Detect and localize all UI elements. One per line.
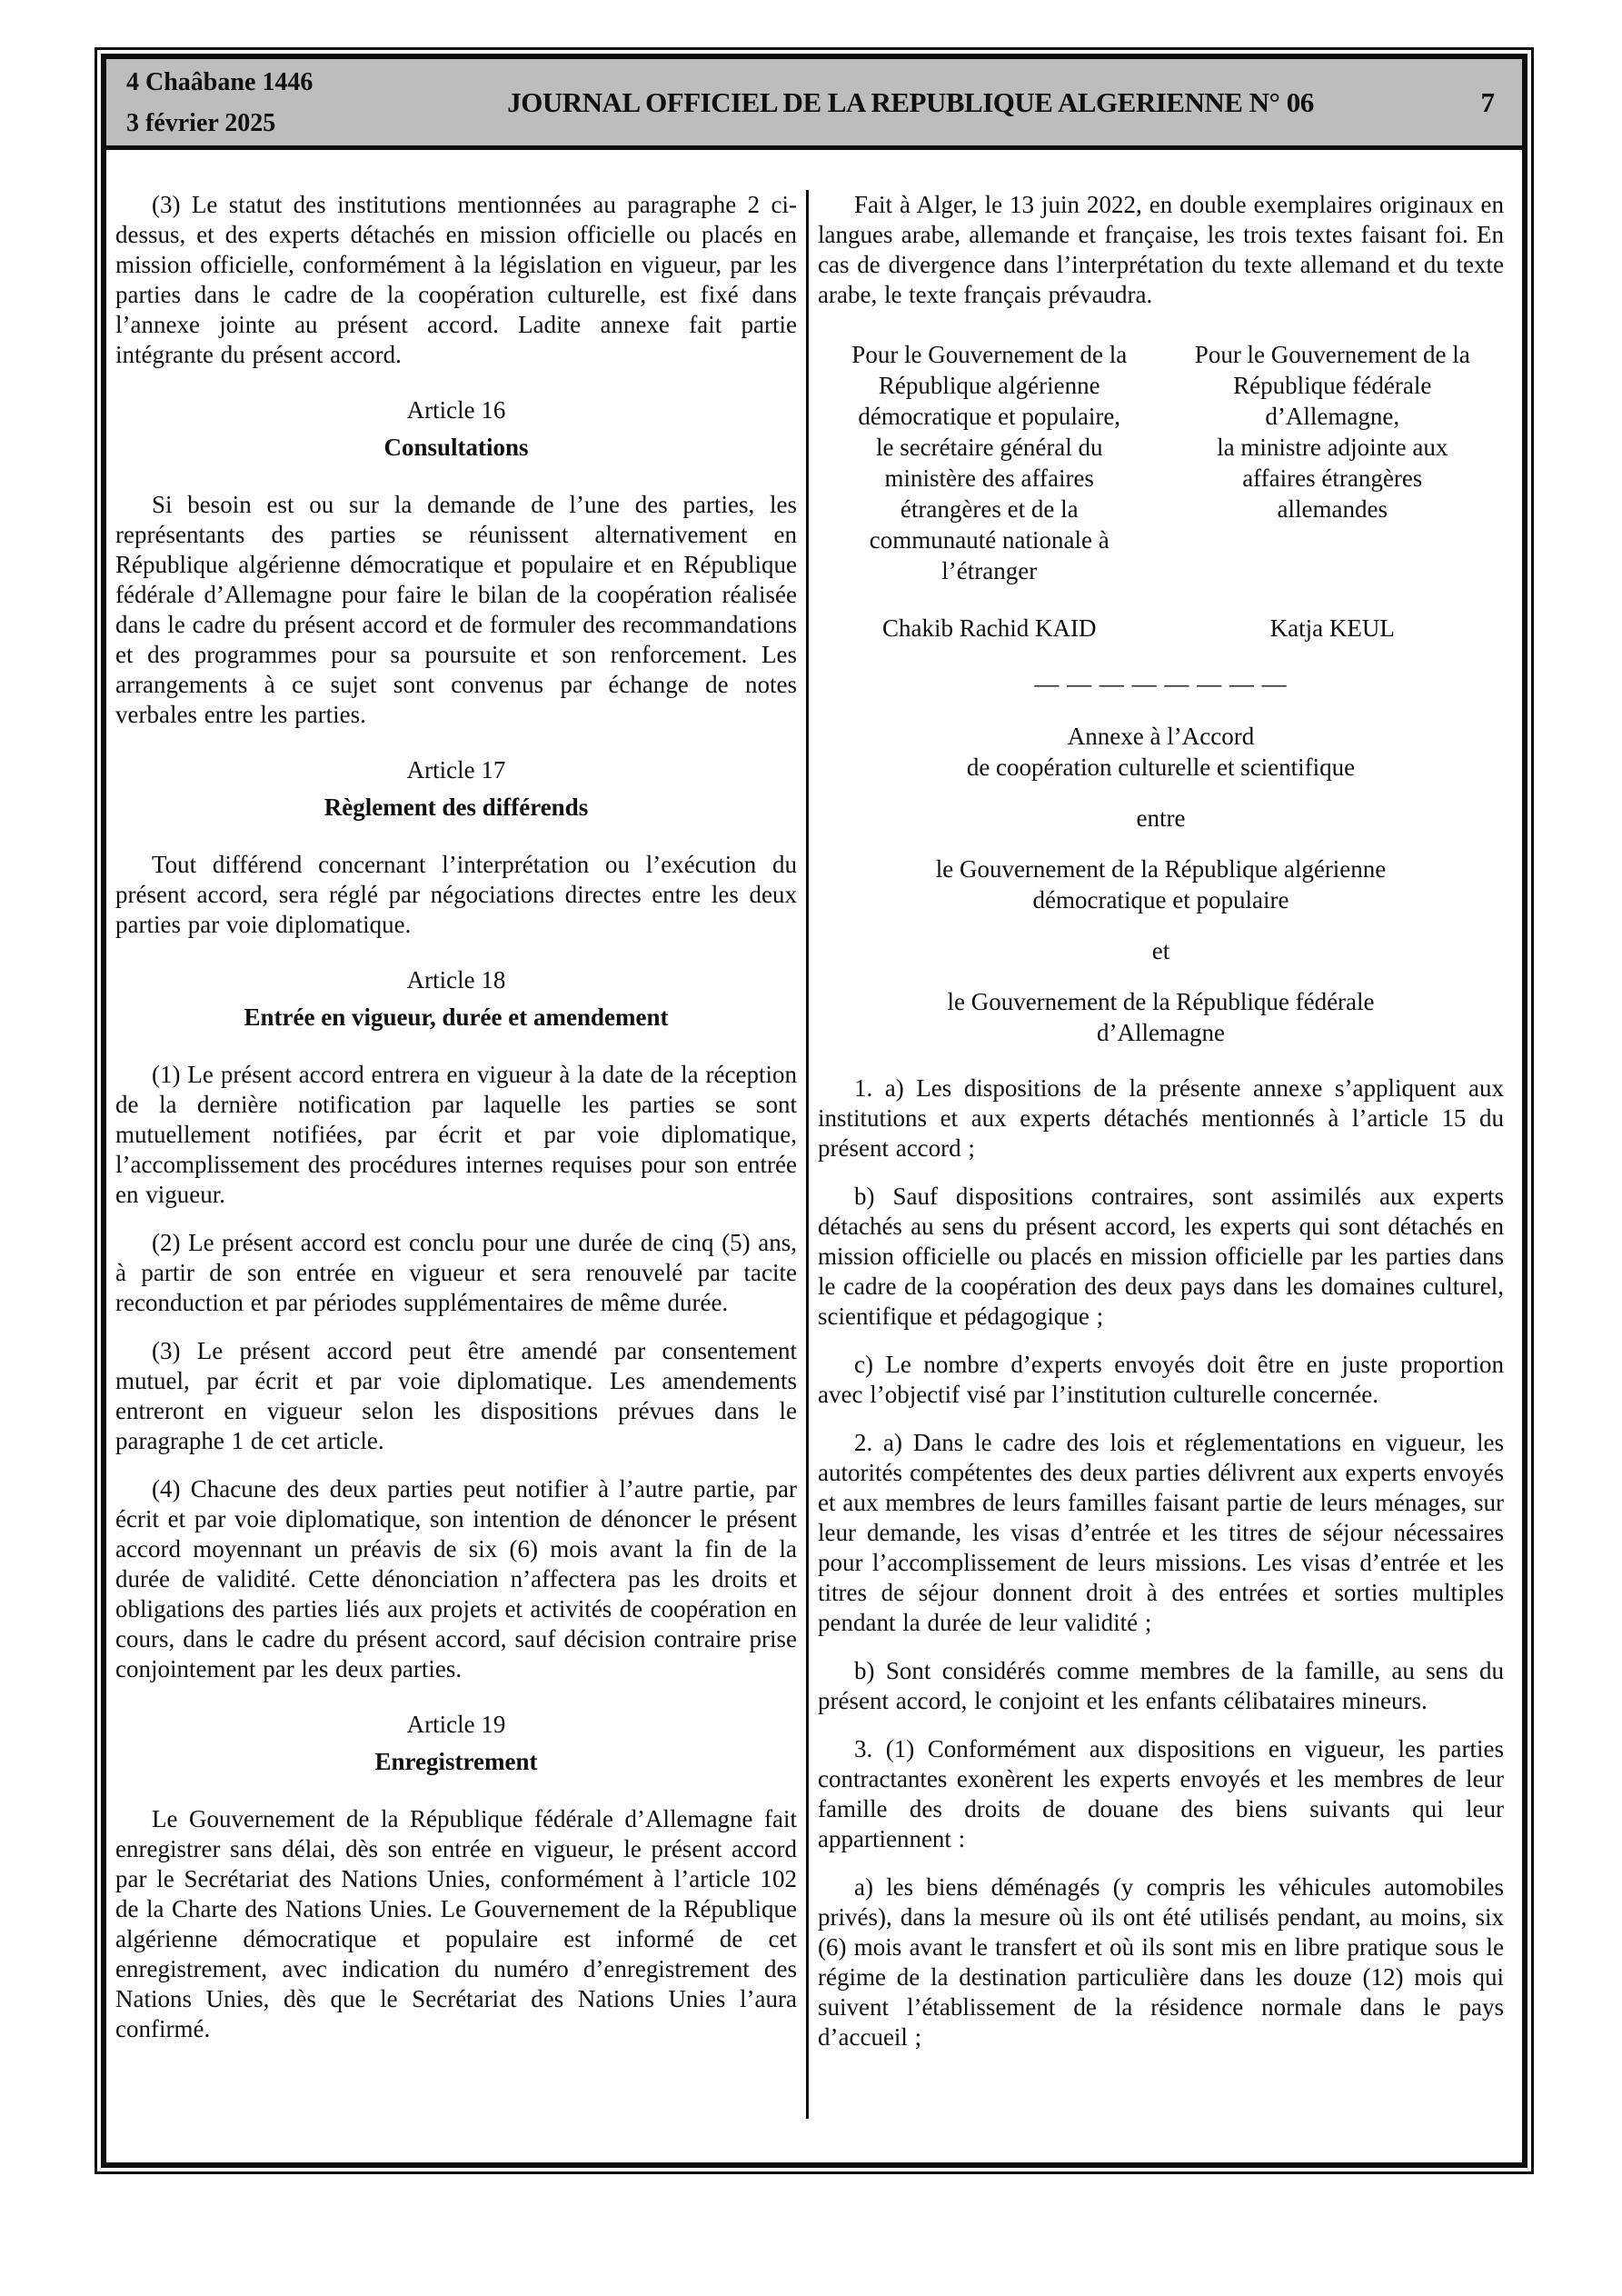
- article-subtitle: Consultations: [383, 434, 529, 461]
- signatory-line: République fédérale: [1233, 372, 1432, 399]
- column-divider: [806, 190, 809, 2119]
- paragraph: 1. a) Les dispositions de la présente annexe s’appliquent aux institutions et aux experts détachés mentionnés à l’article 15 du présent accord ;: [818, 1074, 1504, 1162]
- paragraph: Tout différend concernant l’interprétation ou l’exécution du présent accord, sera réglé par négociations directes entre les deux parties par voie diplomatique.: [115, 851, 797, 938]
- paragraph: a) les biens déménagés (y compris les véhicules automobiles privés), dans la mesure où ils ont été utilisés pendant, au moins, six (6) mois avant le transfert et où ils sont mis en libre pratique sous le régime de la destination particulière dans les douze (12) mois qui suivent l’établissement de la résidence normale dans le pays d’accueil ;: [818, 1873, 1504, 2051]
- left-column: [115, 190, 797, 2162]
- paragraph: (4) Chacune des deux parties peut notifier à l’autre partie, par écrit et par voie diplomatique, son intention de dénoncer le présent accord moyennant un préavis de six (6) mois avant la fin de la durée de validité. Cette dénonciation n’affectera pas les droits et obligations des parties liés aux projets et activités de coopération en cours, dans le cadre du présent accord, sauf décision contraire prise conjointement par les deux parties.: [115, 1475, 797, 1682]
- paragraph: (1) Le présent accord entrera en vigueur à la date de la réception de la dernière notification par laquelle les parties se sont mutuellement notifiées, par écrit et par voie diplomatique, l’accomplissement des procédures internes requises pour son entrée en vigueur.: [115, 1061, 797, 1208]
- annex-heading: de coopération culturelle et scientifique: [966, 754, 1356, 781]
- annex-and: et: [1151, 937, 1170, 964]
- signatory-line: communauté nationale à: [869, 526, 1110, 554]
- signatory-line: d’Allemagne,: [1265, 403, 1400, 430]
- signatory-line: démocratique et populaire,: [858, 403, 1121, 430]
- signatory-name-algeria: Chakib Rachid KAID: [882, 614, 1097, 642]
- signatory-name-germany: Katja KEUL: [1269, 614, 1395, 642]
- paragraph: c) Le nombre d’experts envoyés doit être en juste proportion avec l’objectif visé par l’institution culturelle concernée.: [818, 1351, 1504, 1408]
- signatory-line: étrangères et de la: [900, 495, 1079, 523]
- signature-block: [818, 339, 1504, 586]
- paragraph: Si besoin est ou sur la demande de l’une des parties, les représentants des parties se réunissent alternativement en République algérienne démocratique et populaire et en République fédérale d’Allemagne pour faire le bilan de la coopération réalisée dans le cadre du présent accord et de formuler des recommandations et des programmes pour sa poursuite et son renforcement. Les arrangements à ce sujet sont convenus par échange de notes verbales entre les parties.: [115, 491, 797, 728]
- paragraph: 3. (1) Conformément aux dispositions en vigueur, les parties contractantes exonèrent les experts envoyés et les membres de leur famille des droits de douane des biens suivants qui leur appartiennent :: [818, 1735, 1504, 1852]
- paragraph: Fait à Alger, le 13 juin 2022, en double exemplaires originaux en langues arabe, allemande et française, les trois textes faisant foi. En cas de divergence dans l’interprétation du texte allemand et du texte arabe, le texte français prévaudra.: [818, 191, 1504, 308]
- signatory-line: ministère des affaires: [884, 464, 1094, 492]
- signatory-algeria: [818, 339, 1161, 586]
- paragraph: (3) Le présent accord peut être amendé par consentement mutuel, par écrit et par voie diplomatique. Les amendements entreront en vigueur selon les dispositions prévues dans le paragraphe 1 de cet article.: [115, 1337, 797, 1454]
- right-column: [818, 190, 1504, 2162]
- paragraph: (3) Le statut des institutions mentionnées au paragraphe 2 ci-dessus, et des experts détachés en mission officielle ou placés en mission officielle, conformément à la législation en vigueur, par les parties dans le cadre de la coopération culturelle, est fixé dans l’annexe jointe au présent accord. Ladite annexe fait partie intégrante du présent accord.: [115, 191, 797, 368]
- signatory-line: l’étranger: [941, 557, 1038, 584]
- page-frame: [95, 47, 1534, 2174]
- date-hijri: 4 Chaâbane 1446: [126, 68, 313, 96]
- paragraph: b) Sont considérés comme membres de la famille, au sens du présent accord, le conjoint et les enfants célibataires mineurs.: [818, 1657, 1504, 1714]
- signatory-line: Pour le Gouvernement de la: [1194, 341, 1470, 368]
- article-heading: Article 18: [406, 966, 506, 993]
- article-heading: Article 16: [406, 396, 506, 424]
- paragraph: b) Sauf dispositions contraires, sont assimilés aux experts détachés au sens du présent accord, les experts qui sont détachés en mission officielle ou placés en mission officielle par les parties dans le cadre de la coopération des deux pays dans les domaines culturel, scientifique et pédagogique ;: [818, 1183, 1504, 1330]
- dash-separator: — — — — — — — —: [1034, 670, 1288, 697]
- content-area: [106, 150, 1522, 2162]
- signatory-line: République algérienne: [878, 372, 1100, 399]
- article-heading: Article 19: [406, 1711, 506, 1738]
- annex-party-germany: le Gouvernement de la République fédérale: [947, 988, 1375, 1015]
- annex-party-algeria: le Gouvernement de la République algérienne: [935, 855, 1387, 883]
- paragraph: (2) Le présent accord est conclu pour une durée de cinq (5) ans, à partir de son entrée en vigueur et sera renouvelé par tacite reconduction et par périodes supplémentaires de même durée.: [115, 1229, 797, 1316]
- journal-title: JOURNAL OFFICIEL DE LA REPUBLIQUE ALGERIENNE N° 06: [507, 85, 1314, 118]
- paragraph: Le Gouvernement de la République fédérale d’Allemagne fait enregistrer sans délai, dès son entrée en vigueur, le présent accord par le Secrétariat des Nations Unies, conformément à l’article 102 de la Charte des Nations Unies. Le Gouvernement de la République algérienne démocratique et populaire est informé de cet enregistrement, avec indication du numéro d’enregistrement des Nations Unies, dès que le Secrétariat des Nations Unies l’aura confirmé.: [115, 1805, 797, 2042]
- signatory-line: Pour le Gouvernement de la: [851, 341, 1128, 368]
- signatory-germany: [1161, 339, 1505, 586]
- article-heading: Article 17: [406, 756, 506, 784]
- masthead: [106, 59, 1522, 150]
- signatory-line: le secrétaire général du: [875, 434, 1103, 461]
- annex-party-germany: d’Allemagne: [1097, 1019, 1225, 1046]
- article-subtitle: Enregistrement: [374, 1748, 538, 1775]
- article-subtitle: Règlement des différends: [323, 794, 589, 821]
- annex-heading: Annexe à l’Accord: [1067, 723, 1255, 750]
- article-subtitle: Entrée en vigueur, durée et amendement: [244, 1003, 669, 1031]
- annex-party-algeria: démocratique et populaire: [1032, 886, 1289, 913]
- signatory-line: allemandes: [1277, 495, 1388, 523]
- page-frame-inner: [101, 54, 1527, 2168]
- signatory-line: affaires étrangères: [1242, 464, 1423, 492]
- page-number: 7: [1480, 85, 1495, 118]
- masthead-dates: [106, 59, 408, 145]
- paragraph: 2. a) Dans le cadre des lois et réglementations en vigueur, les autorités compétentes des deux parties délivrent aux experts envoyés et aux membres de leurs familles faisant partie de leurs ménages, sur leur demande, les visas d’entrée et les titres de séjour nécessaires pour l’accomplissement de leurs missions. Les visas d’entrée et les titres de séjour donnent droit à des entrées et sorties multiples pendant la durée de leur validité ;: [818, 1429, 1504, 1636]
- signatory-line: la ministre adjointe aux: [1217, 434, 1448, 461]
- annex-between: entre: [1136, 804, 1186, 832]
- signature-names: [818, 614, 1504, 644]
- date-gregorian: 3 février 2025: [126, 109, 276, 137]
